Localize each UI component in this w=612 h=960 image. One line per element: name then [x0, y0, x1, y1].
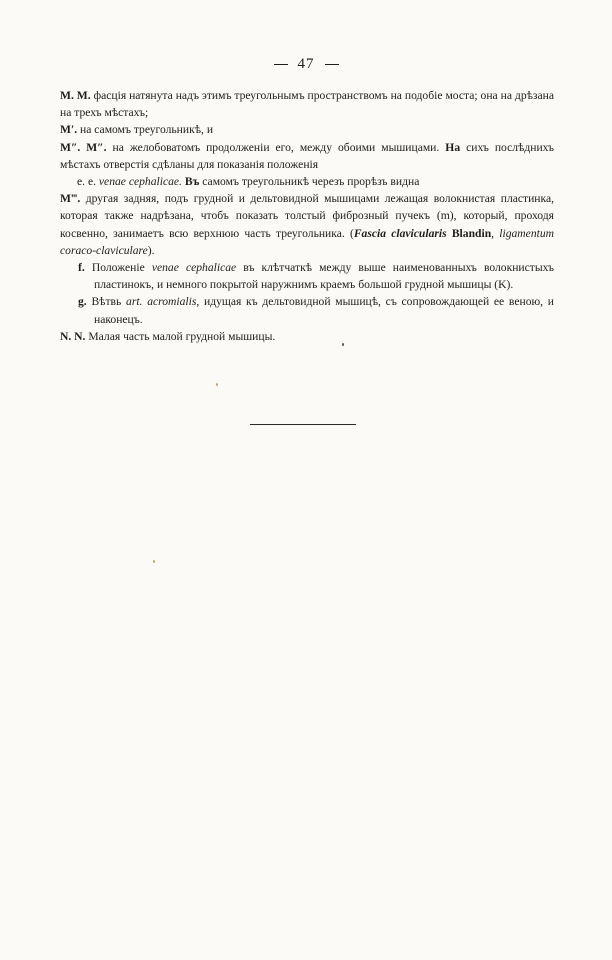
entry-n-n: [60, 328, 554, 345]
entry-label: e. e.: [77, 175, 96, 189]
entry-label: M. M.: [60, 89, 91, 102]
entry-text-italic: venae cephalicae.: [98, 175, 182, 189]
body-text: [60, 87, 554, 345]
entry-text-bold: Въ: [184, 175, 200, 189]
entry-label: M′.: [60, 123, 78, 137]
entry-text: Положеніе: [91, 261, 145, 275]
entry-label: M‴.: [60, 192, 81, 206]
entry-m-double-prime: [60, 139, 554, 173]
page-number-value: 47: [297, 56, 315, 72]
paper-speck: [153, 560, 155, 563]
entry-text-italic: art. acromialis: [126, 295, 197, 309]
entry-text: на желобоватомъ продолженіи его, между обоими мышицами.: [112, 140, 440, 154]
entry-m-triple-prime: [60, 190, 554, 259]
entry-label: M″. M″.: [60, 140, 107, 154]
entry-text: Вѣтвь: [91, 295, 122, 309]
entry-text-italic: venae cephalicae: [151, 261, 237, 275]
entry-text-italic: ligamentum coraco-claviculare: [60, 226, 555, 257]
page-number-dash-left: [274, 64, 288, 65]
entry-text-bold: Blandin: [451, 226, 492, 240]
entry-text-rest: сихъ послѣднихъ мѣстахъ отверстія сдѣланы для показанія положенія: [60, 140, 554, 171]
page-number: [0, 56, 612, 73]
entry-label: f.: [78, 261, 85, 275]
entry-text: на самомъ треугольникѣ, и: [80, 123, 214, 137]
entry-text-italic-bold: Fascia clavicularis: [353, 226, 447, 240]
entry-text-rest: , идущая къ дельтовидной мышицѣ, съ сопровождающей ее веною, и наконецъ.: [94, 295, 554, 326]
entry-m-m: [60, 87, 554, 121]
entry-f: [60, 259, 554, 293]
entry-text-close: ).: [147, 243, 155, 257]
entry-text-bold: На: [445, 140, 461, 154]
paper-speck: [216, 383, 218, 386]
section-divider-rule: [250, 424, 356, 425]
entry-text-rest: въ клѣтчаткѣ между выше наименованныхъ волокнистыхъ пластинокъ, и немного покрытой наружнимъ краемъ большой грудной мышицы (K).: [94, 261, 554, 292]
entry-g: [60, 293, 554, 327]
entry-label: g.: [78, 295, 87, 309]
entry-e-e: [60, 173, 554, 190]
entry-text: фасція натянута надъ этимъ треугольнымъ пространствомъ на подобіе моста; она на дрѣзана на трехъ мѣстахъ;: [60, 89, 554, 120]
entry-text: Малая часть малой грудной мышицы.: [88, 329, 276, 343]
entry-text-rest: самомъ треугольникѣ черезъ прорѣзъ видна: [202, 175, 420, 189]
page-number-dash-right: [325, 64, 339, 65]
entry-text: другая задняя, подъ грудной и дельтовидной мышицами лежащая волокнистая пластинка, которая также надрѣзана, чтобъ показать толстый фиброзный пучекъ (m), который, проходя косвенно, занимаетъ всю верхнюю часть треугольника. (: [60, 192, 554, 240]
entry-text-separator: ,: [491, 226, 495, 240]
paper-speck: [342, 343, 344, 346]
entry-m-prime: [60, 121, 554, 138]
entry-label: N. N.: [60, 329, 86, 343]
